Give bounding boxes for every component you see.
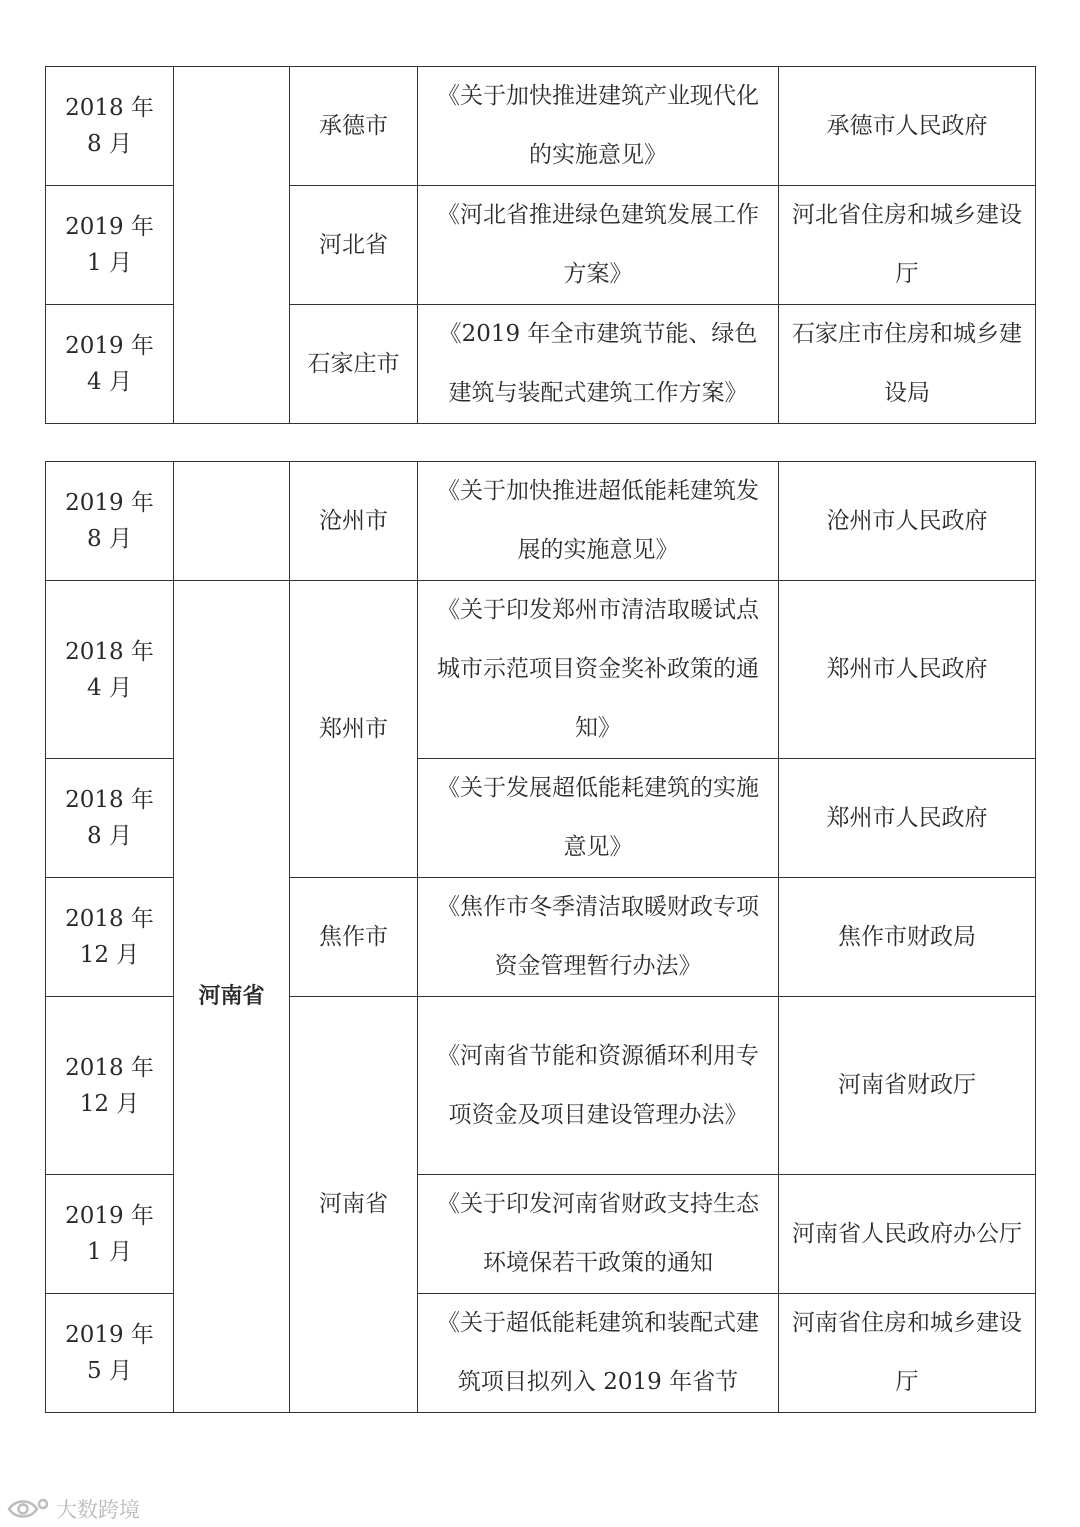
date-cell: 2018 年 8 月 bbox=[46, 67, 174, 186]
date-cell: 2019 年 8 月 bbox=[46, 462, 174, 581]
city-cell: 郑州市 bbox=[290, 581, 418, 878]
date-cell: 2019 年 1 月 bbox=[46, 1175, 174, 1294]
city-cell: 河南省 bbox=[290, 997, 418, 1413]
province-cell-empty bbox=[174, 462, 290, 581]
city-cell: 承德市 bbox=[290, 67, 418, 186]
issuer-cell: 石家庄市住房和城乡建设局 bbox=[779, 305, 1036, 424]
date-cell: 2018 年 4 月 bbox=[46, 581, 174, 759]
document-cell: 《关于超低能耗建筑和装配式建筑项目拟列入 2019 年省节 bbox=[418, 1294, 779, 1413]
date-cell: 2018 年 8 月 bbox=[46, 759, 174, 878]
city-cell: 石家庄市 bbox=[290, 305, 418, 424]
watermark bbox=[6, 1494, 140, 1524]
table-row bbox=[46, 462, 1036, 581]
date-cell: 2018 年 12 月 bbox=[46, 878, 174, 997]
policy-table-2 bbox=[45, 461, 1036, 1413]
issuer-cell: 河南省财政厅 bbox=[779, 997, 1036, 1175]
watermark-text: 大数跨境 bbox=[56, 1498, 140, 1522]
city-cell: 河北省 bbox=[290, 186, 418, 305]
issuer-cell: 河北省住房和城乡建设厅 bbox=[779, 186, 1036, 305]
issuer-cell: 郑州市人民政府 bbox=[779, 581, 1036, 759]
issuer-cell: 河南省住房和城乡建设厅 bbox=[779, 1294, 1036, 1413]
policy-table-1 bbox=[45, 66, 1036, 424]
document-cell: 《关于加快推进建筑产业现代化的实施意见》 bbox=[418, 67, 779, 186]
document-cell: 《河南省节能和资源循环利用专项资金及项目建设管理办法》 bbox=[418, 997, 779, 1175]
issuer-cell: 河南省人民政府办公厅 bbox=[779, 1175, 1036, 1294]
table-row bbox=[46, 581, 1036, 759]
table-row bbox=[46, 67, 1036, 186]
city-cell: 焦作市 bbox=[290, 878, 418, 997]
issuer-cell: 沧州市人民政府 bbox=[779, 462, 1036, 581]
date-cell: 2019 年 5 月 bbox=[46, 1294, 174, 1413]
date-cell: 2019 年 1 月 bbox=[46, 186, 174, 305]
document-cell: 《关于印发河南省财政支持生态环境保若干政策的通知 bbox=[418, 1175, 779, 1294]
document-cell: 《2019 年全市建筑节能、绿色建筑与装配式建筑工作方案》 bbox=[418, 305, 779, 424]
eye-logo-icon bbox=[6, 1496, 50, 1522]
document-cell: 《河北省推进绿色建筑发展工作方案》 bbox=[418, 186, 779, 305]
issuer-cell: 郑州市人民政府 bbox=[779, 759, 1036, 878]
document-cell: 《关于发展超低能耗建筑的实施意见》 bbox=[418, 759, 779, 878]
document-cell: 《关于印发郑州市清洁取暖试点城市示范项目资金奖补政策的通知》 bbox=[418, 581, 779, 759]
document-cell: 《焦作市冬季清洁取暖财政专项资金管理暂行办法》 bbox=[418, 878, 779, 997]
province-cell: 河南省 bbox=[174, 581, 290, 1413]
issuer-cell: 焦作市财政局 bbox=[779, 878, 1036, 997]
document-cell: 《关于加快推进超低能耗建筑发展的实施意见》 bbox=[418, 462, 779, 581]
issuer-cell: 承德市人民政府 bbox=[779, 67, 1036, 186]
date-cell: 2018 年 12 月 bbox=[46, 997, 174, 1175]
city-cell: 沧州市 bbox=[290, 462, 418, 581]
date-cell: 2019 年 4 月 bbox=[46, 305, 174, 424]
province-cell-empty bbox=[174, 67, 290, 424]
